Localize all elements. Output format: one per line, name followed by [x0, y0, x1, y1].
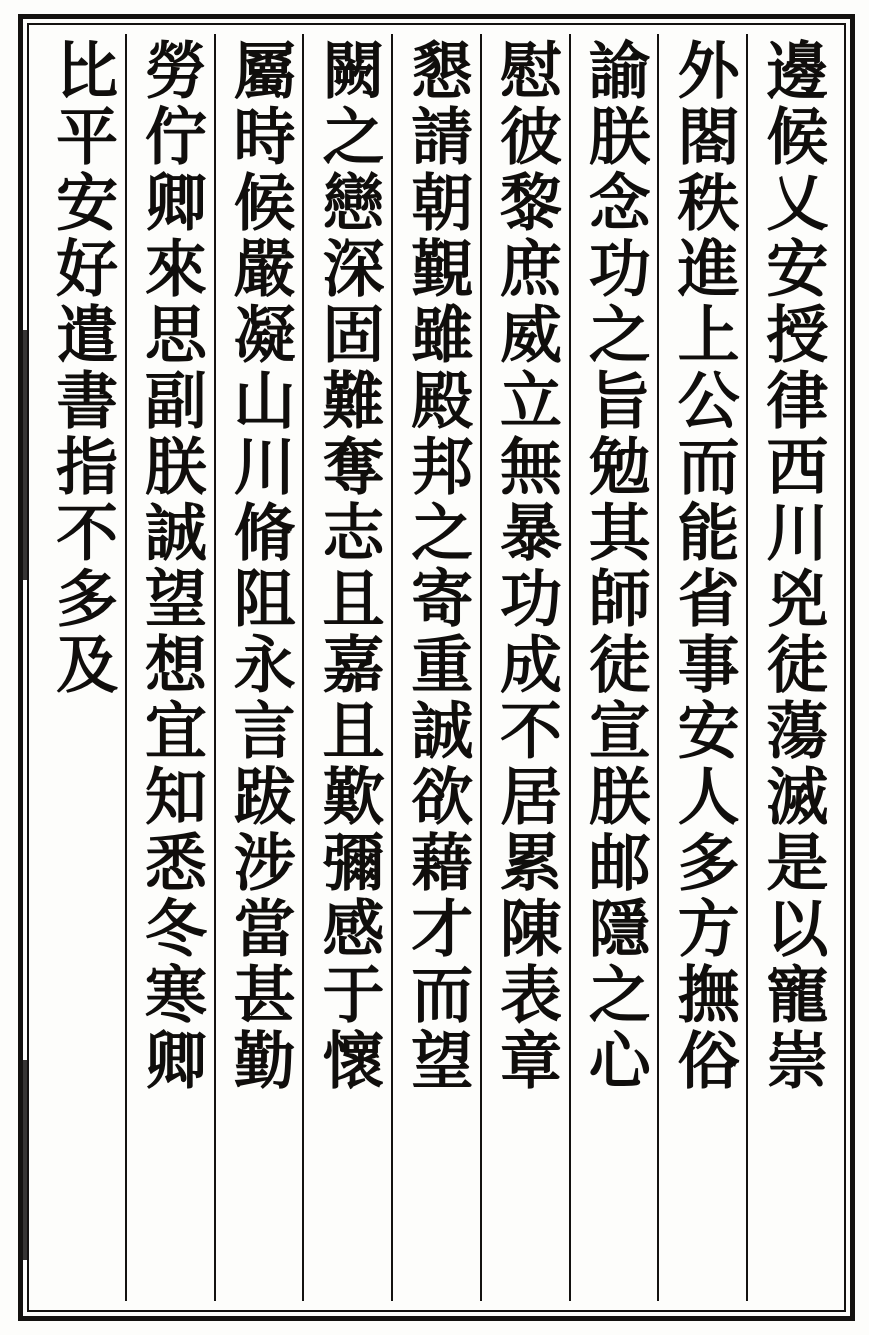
- column-text: 比平安好遣書指不多及: [45, 38, 119, 698]
- column-text: 勞佇卿來思副朕誠望想宜知悉冬寒卿: [134, 38, 208, 1094]
- text-column: [480, 34, 569, 1301]
- column-text: 屬時候嚴凝山川脩阻永言跋涉當甚勤: [223, 38, 297, 1094]
- text-block: [38, 34, 835, 1301]
- ink-mark: [22, 330, 29, 580]
- text-column: [746, 34, 835, 1301]
- text-column: [391, 34, 480, 1301]
- text-column: [38, 34, 125, 1301]
- column-text: 闕之戀深固難奪志且嘉且歎彌感于懷: [311, 38, 385, 1094]
- text-column: [302, 34, 391, 1301]
- text-column: [569, 34, 658, 1301]
- column-text: 慰彼黎庶威立無暴功成不居累陳表章: [489, 38, 563, 1094]
- text-column: [657, 34, 746, 1301]
- column-text: 外閤秩進上公而能省事安人多方撫俗: [667, 38, 741, 1094]
- column-text: 懇請朝覲雖殿邦之寄重誠欲藉才而望: [400, 38, 474, 1094]
- text-column: [125, 34, 214, 1301]
- ink-mark: [22, 1060, 29, 1260]
- text-column: [214, 34, 303, 1301]
- column-text: 邊候乂安授律西川兇徒蕩滅是以寵崇: [755, 38, 829, 1094]
- column-text: 諭朕念功之旨勉其師徒宣朕邮隱之心: [578, 38, 652, 1094]
